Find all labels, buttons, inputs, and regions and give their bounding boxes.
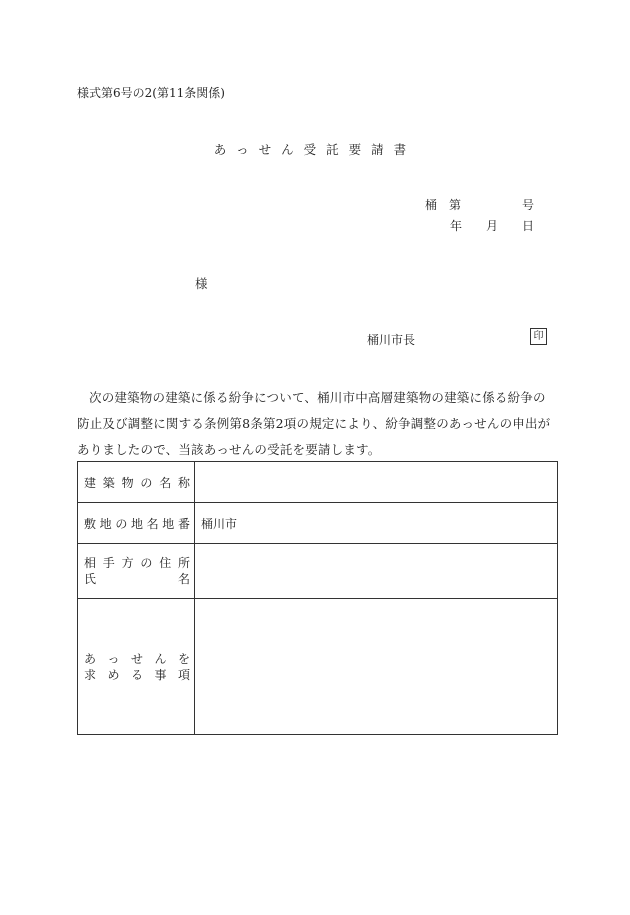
label-char: 地: [162, 516, 175, 531]
label-char: っ: [107, 651, 120, 666]
party-label: [78, 544, 195, 599]
request-value[interactable]: [195, 599, 558, 735]
label-char: 地: [99, 516, 112, 531]
table-row: [78, 599, 558, 735]
seal-mark: 印: [530, 328, 547, 345]
reference-go: 号: [522, 198, 535, 212]
spaced-label: [84, 555, 190, 571]
label-char: の: [115, 516, 128, 531]
label-char: を: [177, 651, 190, 666]
label-char: 地: [130, 516, 143, 531]
date-month: 月: [486, 219, 499, 233]
recipient-suffix: 様: [195, 276, 208, 291]
date-year: 年: [450, 219, 463, 233]
label-char: 手: [102, 556, 115, 570]
label-char: 築: [102, 475, 115, 490]
building-name-label: [78, 462, 195, 503]
spaced-label: [84, 515, 190, 532]
document-title: あっせん受託要請書: [213, 142, 417, 157]
label-char: ん: [154, 651, 167, 666]
label-char: 番: [177, 516, 190, 531]
application-table: [77, 461, 558, 735]
table-row: [78, 544, 558, 599]
label-char: 事: [154, 667, 167, 682]
label-char: の: [140, 475, 153, 490]
table-row: [78, 462, 558, 503]
label-char: 住: [159, 556, 172, 570]
table-row: [78, 503, 558, 544]
date-day: 日: [522, 219, 535, 233]
sender-name: 桶川市長: [367, 333, 416, 347]
form-number: 様式第6号の2(第11条関係): [77, 86, 225, 100]
label-char: め: [107, 667, 120, 682]
lot-value[interactable]: 桶川市: [195, 503, 558, 544]
label-char: あ: [84, 651, 97, 666]
label-char: 氏: [84, 572, 97, 586]
label-char: 物: [121, 475, 134, 490]
label-char: 方: [121, 556, 134, 570]
label-char: 称: [177, 475, 190, 490]
spaced-label: [84, 651, 190, 667]
label-char: 項: [177, 667, 190, 682]
label-char: の: [140, 556, 153, 570]
party-value[interactable]: [195, 544, 558, 599]
building-name-value[interactable]: [195, 462, 558, 503]
label-char: る: [130, 667, 143, 682]
label-char: 所: [177, 556, 190, 570]
body-paragraph: 次の建築物の建築に係る紛争について、桶川市中高層建築物の建築に係る紛争の防止及び調整に関する条例第8条第2項の規定により、紛争調整のあっせんの申出がありましたので、当該あっせんの受託を要請します。: [77, 390, 551, 457]
label-char: 名: [159, 475, 172, 490]
label-char: 敷: [84, 516, 97, 531]
label-char: 名: [177, 572, 190, 586]
label-char: 相: [84, 556, 97, 570]
spaced-label: [84, 571, 190, 587]
request-label: [78, 599, 195, 735]
lot-label: [78, 503, 195, 544]
spaced-label: [84, 667, 190, 683]
label-char: 求: [84, 667, 97, 682]
label-char: せ: [130, 651, 143, 666]
spaced-label: [84, 474, 190, 491]
reference-prefix: 桶: [425, 198, 438, 212]
label-char: 名: [146, 516, 159, 531]
label-char: 建: [84, 475, 97, 490]
reference-dai: 第: [449, 198, 462, 212]
